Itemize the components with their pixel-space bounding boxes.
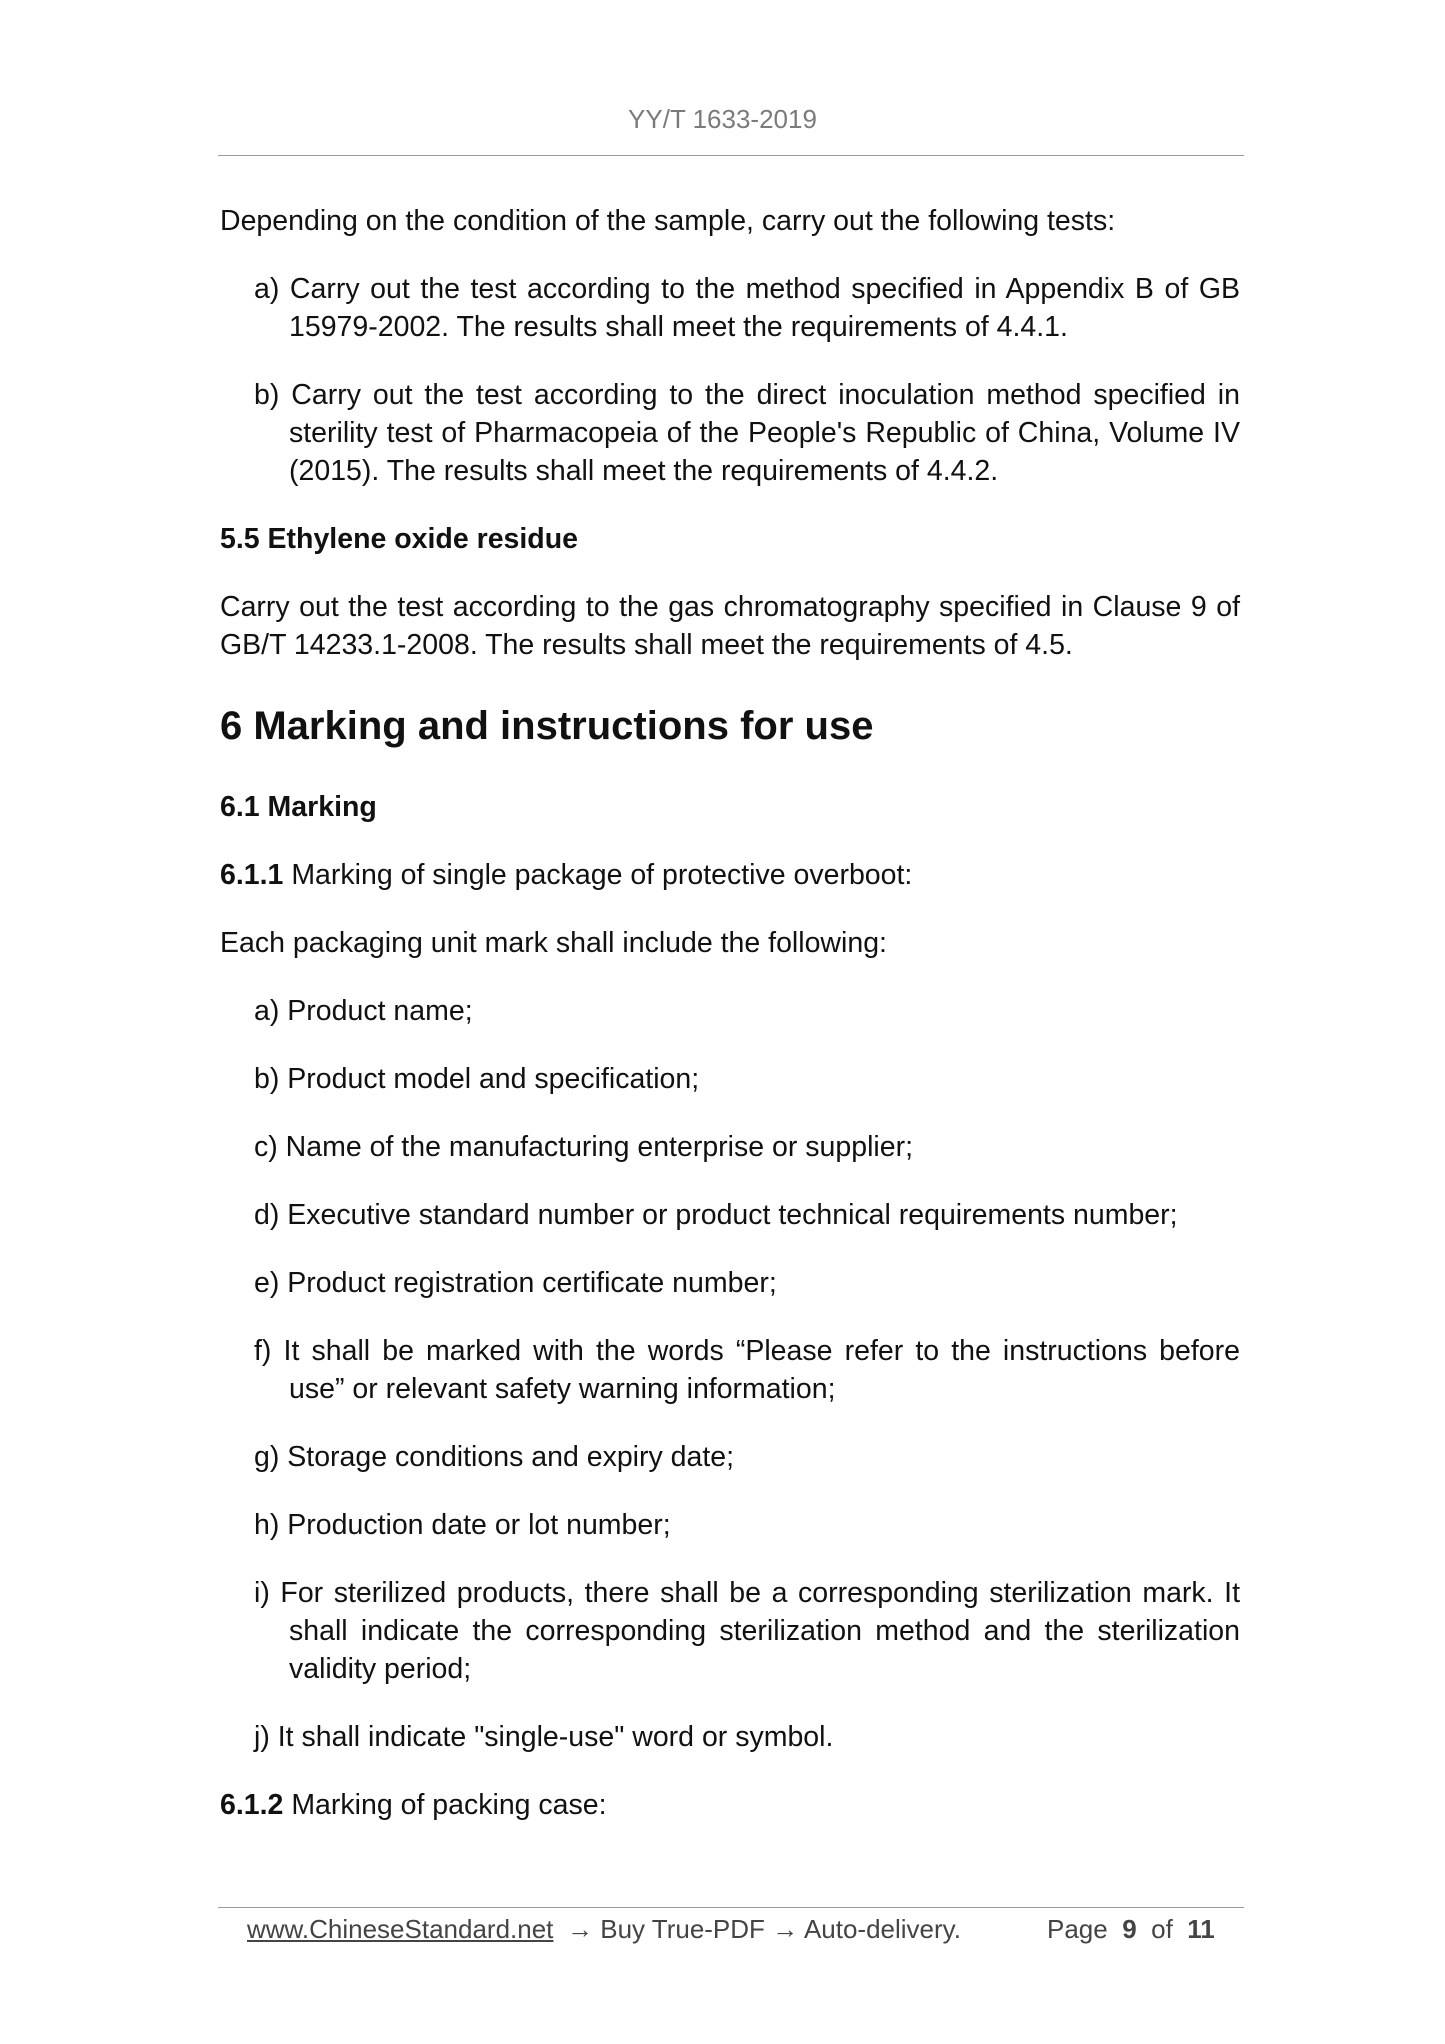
clause-6-1-1: 6.1.1 Marking of single package of protective overboot: — [220, 859, 913, 891]
section-heading-6-1: 6.1 Marking — [220, 791, 377, 823]
list-item: j) It shall indicate "single-use" word or symbol. — [254, 1721, 834, 1753]
clause-6-1-2: 6.1.2 Marking of packing case: — [220, 1789, 607, 1821]
list-item: i) For sterilized products, there shall be a corresponding sterilization mark. It shall indicate the corresponding sterilization method and the sterilization validity period; — [254, 1577, 1240, 1685]
header-divider — [218, 155, 1244, 156]
section-5-5-text: Carry out the test according to the gas chromatography specified in Clause 9 of GB/T 14233.1-2008. The results shall meet the requirements of 4.5. — [220, 591, 1240, 661]
list-item: a) Product name; — [254, 995, 473, 1027]
list-item: b) Carry out the test according to the direct inoculation method specified in sterility test of Pharmacopeia of the People's Republic of China, Volume IV (2015). The results shall meet the requirements of 4.4.2. — [254, 379, 1240, 487]
tests-intro: Depending on the condition of the sample, carry out the following tests: — [220, 205, 1116, 237]
list-item: c) Name of the manufacturing enterprise or supplier; — [254, 1131, 913, 1163]
marking-intro: Each packaging unit mark shall include the following: — [220, 927, 887, 959]
page-footer — [0, 1906, 1445, 1946]
list-item: b) Product model and specification; — [254, 1063, 700, 1095]
section-heading-6: 6 Marking and instructions for use — [220, 704, 874, 748]
list-item: f) It shall be marked with the words “Please refer to the instructions before use” or relevant safety warning information; — [254, 1335, 1240, 1405]
list-item: d) Executive standard number or product technical requirements number; — [254, 1199, 1178, 1231]
list-item: g) Storage conditions and expiry date; — [254, 1441, 735, 1473]
page-indicator: Page 9 of 11 — [1047, 1914, 1215, 1944]
page-body — [220, 202, 1240, 1854]
list-item: a) Carry out the test according to the method specified in Appendix B of GB 15979-2002. The results shall meet the requirements of 4.4.1. — [254, 273, 1240, 343]
section-heading-5-5: 5.5 Ethylene oxide residue — [220, 523, 578, 555]
document-code-header: YY/T 1633-2019 — [628, 104, 817, 134]
footer-tagline: → Buy True-PDF → Auto-delivery. — [567, 1914, 961, 1944]
website-link[interactable]: www.ChineseStandard.net — [247, 1914, 554, 1944]
list-item: h) Production date or lot number; — [254, 1509, 671, 1541]
list-item: e) Product registration certificate number; — [254, 1267, 777, 1299]
